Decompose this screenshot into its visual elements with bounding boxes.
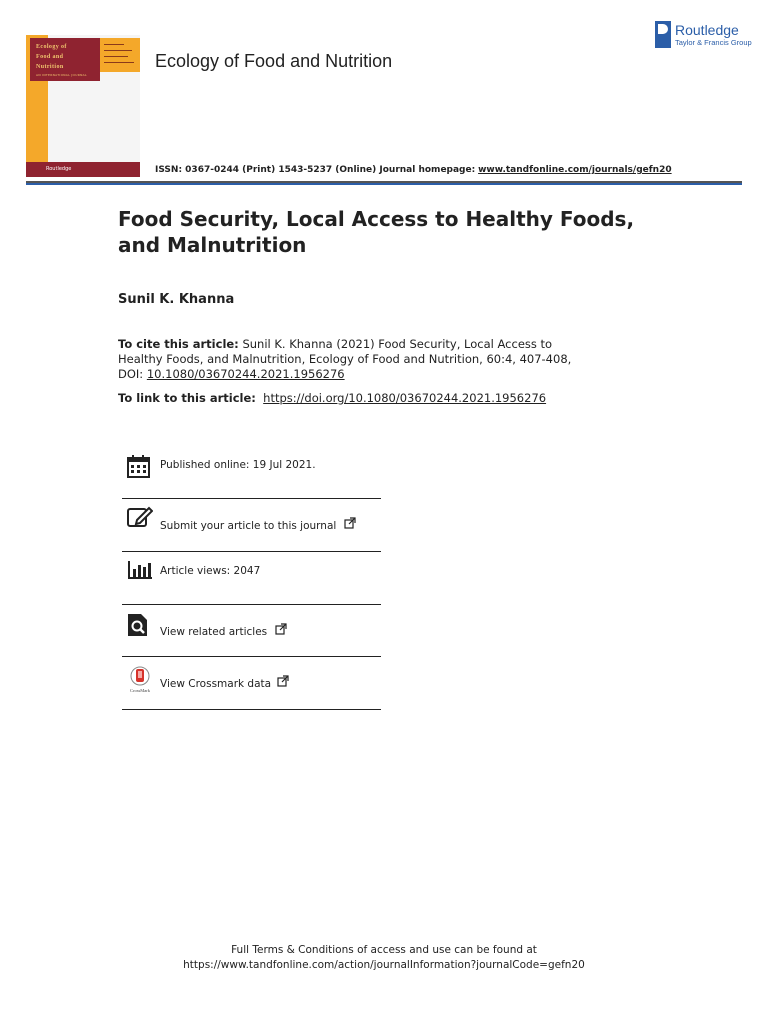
related-articles-link[interactable]: View related articles — [160, 620, 287, 639]
external-link-icon — [275, 623, 287, 635]
journal-homepage-link[interactable]: www.tandfonline.com/journals/gefn20 — [478, 165, 672, 175]
article-views: Article views: 2047 — [160, 565, 261, 577]
article-title: Food Security, Local Access to Healthy Foods, and Malnutrition — [118, 207, 635, 257]
submit-article-link[interactable]: Submit your article to this journal — [160, 514, 356, 533]
svg-text:CrossMark: CrossMark — [130, 688, 150, 693]
cover-title: Ecology of Food and Nutrition — [36, 44, 67, 70]
divider — [122, 498, 381, 499]
article-link: To link to this article: https://doi.org/10.1080/03670244.2021.1956276 — [118, 391, 547, 405]
cover-publisher-mark: Routledge — [46, 166, 72, 172]
journal-name[interactable]: Ecology of Food and Nutrition — [155, 51, 393, 71]
issn-line: ISSN: 0367-0244 (Print) 1543-5237 (Online) Journal homepage: www.tandfonline.com/journals/gefn20 — [155, 165, 672, 175]
citation-doi-link[interactable]: 10.1080/03670244.2021.1956276 — [146, 367, 345, 381]
external-link-icon — [277, 675, 289, 687]
related-articles-icon — [127, 613, 149, 637]
bar-chart-icon — [127, 560, 153, 580]
cover-contents-block — [100, 38, 140, 72]
publisher-subtitle: Taylor & Francis Group — [675, 38, 752, 47]
crossmark-link[interactable]: View Crossmark data — [160, 672, 289, 691]
cover-subtitle: AN INTERNATIONAL JOURNAL — [36, 73, 87, 77]
terms-link[interactable]: https://www.tandfonline.com/action/journalInformation?journalCode=gefn20 — [183, 959, 585, 971]
article-author: Sunil K. Khanna — [118, 292, 235, 307]
footer-terms: Full Terms & Conditions of access and use can be found at https://www.tandfonline.com/action/journalInformation?journalCode=gefn20 — [0, 943, 768, 973]
citation: To cite this article: Sunil K. Khanna (2021) Food Security, Local Access to Healthy Foods, and Malnutrition, Ecology of Food and Nutrition, 60:4, 407-408, DOI: 10.1080/03670244.2021.1956276 — [118, 337, 572, 381]
article-doi-link[interactable]: https://doi.org/10.1080/03670244.2021.1956276 — [263, 391, 547, 405]
divider — [122, 551, 381, 552]
header-rule-accent — [26, 183, 742, 185]
cover-footer-band — [26, 162, 140, 177]
divider — [122, 709, 381, 710]
calendar-icon — [127, 454, 151, 478]
routledge-logo-icon — [655, 21, 671, 48]
divider — [122, 604, 381, 605]
edit-icon — [127, 506, 153, 528]
crossmark-icon — [127, 666, 153, 694]
publisher-name: Routledge — [675, 22, 739, 38]
external-link-icon — [344, 517, 356, 529]
published-date: Published online: 19 Jul 2021. — [160, 459, 316, 471]
divider — [122, 656, 381, 657]
